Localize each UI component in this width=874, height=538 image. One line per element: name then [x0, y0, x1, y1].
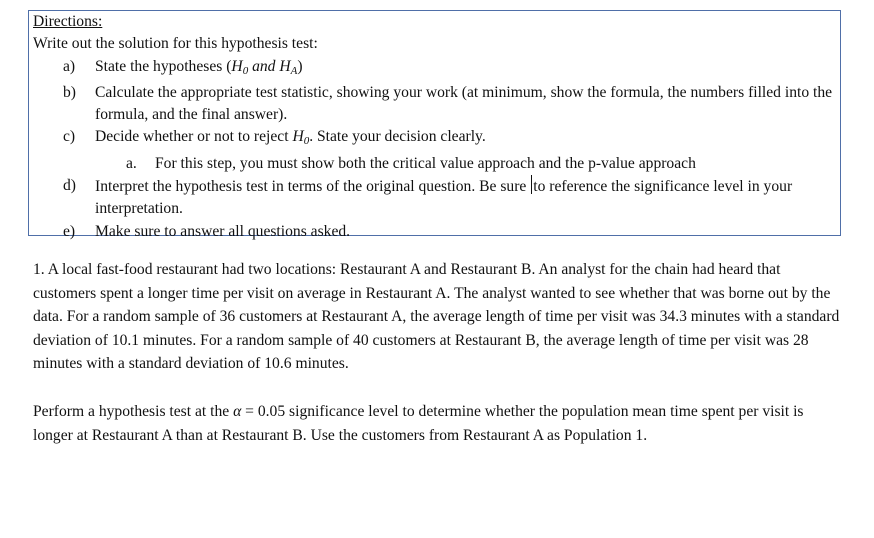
directions-title: Directions: [33, 13, 103, 30]
item-text: Calculate the appropriate test statistic, showing your work (at minimum, show the formula, the numbers filled into the formula, and the final answer). [95, 83, 833, 124]
direction-item-a [33, 56, 838, 82]
problem-paragraph-1: 1. A local fast-food restaurant had two locations: Restaurant A and Restaurant B. An analyst for the chain had heard that customers spent a longer time per visit on average in Restaurant A. The analyst wanted to see whether that was borne out by the data. For a random sample of 36 customers at Restaurant A, the average length of time per visit was 34.3 minutes with a standard deviation of 10.1 minutes. For a random sample of 40 customers at Restaurant B, the average length of time per visit was 28 minutes with a standard deviation of 10.6 minutes. [33, 261, 840, 373]
item-text-part: to reference the significance level in your interpretation. [95, 178, 793, 218]
directions-intro: Write out the solution for this hypothesis test: [33, 35, 318, 53]
direction-item-d [33, 175, 838, 221]
h0-symbol: $H_0$ and $H_A$ [231, 57, 298, 77]
item-marker: b) [63, 83, 76, 101]
item-text-part: . State your decision clearly. [309, 128, 486, 146]
h0-symbol: $H_0$ [292, 128, 310, 148]
direction-subitem-a [33, 153, 838, 175]
direction-item-e [33, 221, 838, 243]
alpha-symbol: α [233, 402, 242, 420]
paragraph-text-part: Perform a hypothesis test at the [33, 402, 234, 420]
item-text-part: State the hypotheses ( [95, 57, 232, 75]
problem-statement [33, 258, 845, 447]
item-text [33, 56, 838, 82]
paragraph-text-part: significance level to determine whether the population mean time spent per visit is longer at Restaurant A than at Restaurant B. Use the customers from Restaurant A as Population 1. [33, 402, 804, 444]
item-marker: d) [63, 177, 76, 195]
direction-item-c [33, 126, 838, 152]
item-text: For this step, you must show both the critical value approach and the p-value approach [155, 154, 696, 172]
item-text: Make sure to answer all questions asked. [95, 222, 351, 240]
item-text [33, 126, 838, 152]
directions-content [33, 11, 838, 243]
item-text-part: Decide whether or not to reject [95, 128, 293, 146]
problem-paragraph-2 [33, 400, 845, 447]
item-marker: a) [63, 57, 76, 75]
direction-item-b [33, 82, 838, 127]
directions-box [28, 10, 841, 240]
item-text-part: ) [297, 57, 303, 75]
item-marker: c) [63, 128, 76, 146]
item-text [33, 175, 838, 221]
alpha-value: = 0.05 [241, 402, 286, 420]
item-marker: e) [63, 222, 76, 240]
item-marker: a. [126, 154, 137, 172]
item-text-part: Interpret the hypothesis test in terms of the original question. Be sure [95, 178, 531, 196]
